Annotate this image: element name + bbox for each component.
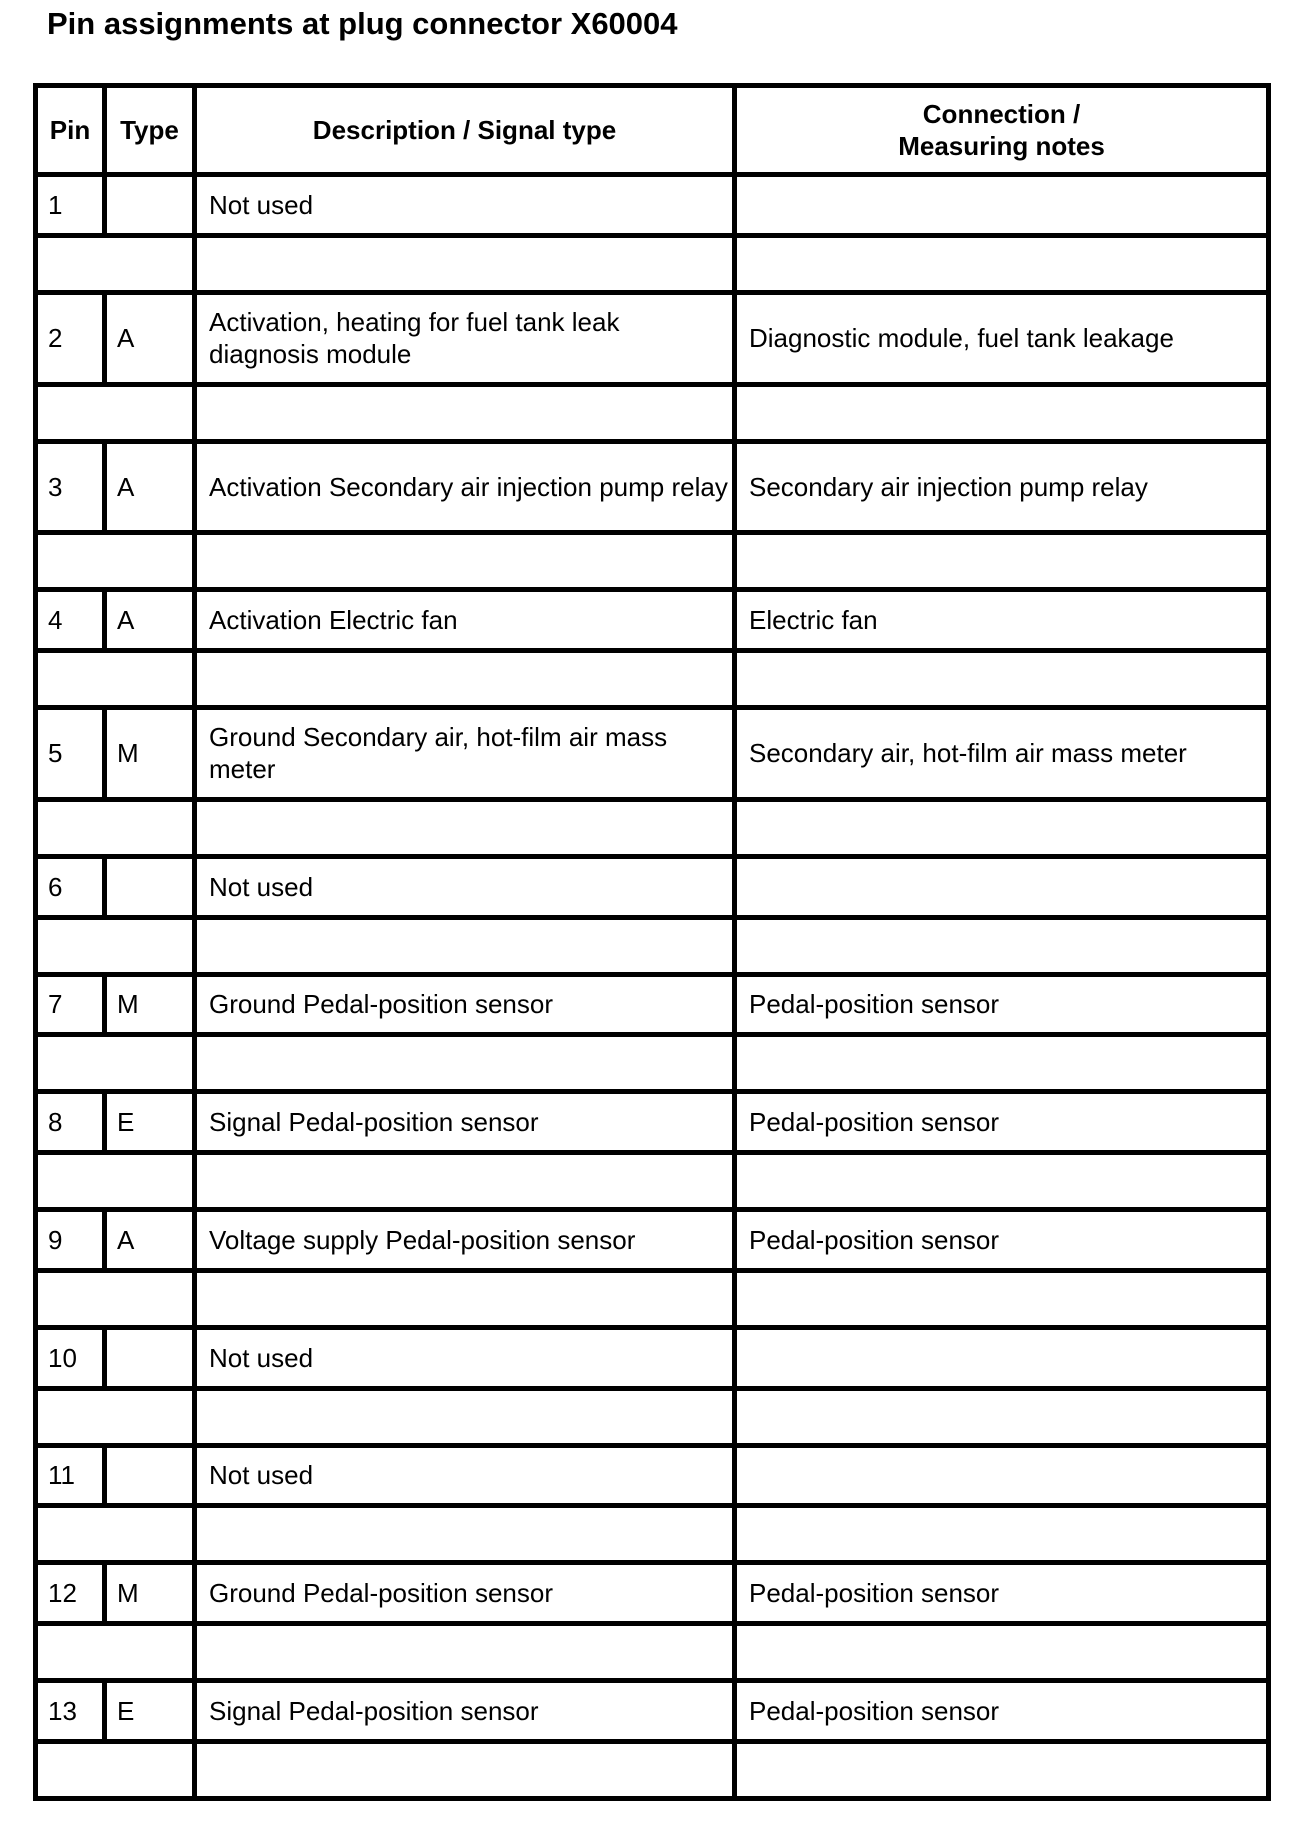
spacer-cell (735, 1741, 1269, 1798)
cell-connection: Pedal-position sensor (735, 1681, 1269, 1742)
spacer-cell (195, 1153, 735, 1210)
spacer-cell (195, 799, 735, 856)
header-pin: Pin (36, 86, 105, 175)
cell-pin: 11 (36, 1445, 105, 1506)
cell-description: Not used (195, 175, 735, 236)
cell-connection (735, 175, 1269, 236)
spacer-cell (735, 1035, 1269, 1092)
cell-connection (735, 1445, 1269, 1506)
spacer-cell (36, 384, 195, 441)
cell-connection: Pedal-position sensor (735, 1092, 1269, 1153)
cell-description: Ground Secondary air, hot-film air mass meter (195, 708, 735, 800)
spacer-row (36, 533, 1269, 590)
table-row (36, 590, 1269, 651)
cell-pin: 10 (36, 1327, 105, 1388)
table-row (36, 974, 1269, 1035)
cell-connection (735, 1327, 1269, 1388)
cell-description: Ground Pedal-position sensor (195, 1563, 735, 1624)
table-row (36, 1092, 1269, 1153)
spacer-cell (36, 1270, 195, 1327)
header-connection-line1: Connection / (922, 99, 1081, 129)
spacer-cell (36, 917, 195, 974)
spacer-cell (195, 1388, 735, 1445)
spacer-cell (195, 651, 735, 708)
spacer-cell (195, 235, 735, 292)
spacer-cell (36, 1741, 195, 1798)
cell-description: Signal Pedal-position sensor (195, 1092, 735, 1153)
cell-description: Activation, heating for fuel tank leak diagnosis module (195, 292, 735, 384)
cell-pin: 3 (36, 441, 105, 533)
spacer-row (36, 1624, 1269, 1681)
cell-type: M (105, 974, 195, 1035)
spacer-cell (36, 1035, 195, 1092)
spacer-cell (735, 384, 1269, 441)
cell-description: Voltage supply Pedal-position sensor (195, 1210, 735, 1271)
spacer-cell (195, 1506, 735, 1563)
spacer-cell (36, 1388, 195, 1445)
cell-pin: 9 (36, 1210, 105, 1271)
cell-description: Signal Pedal-position sensor (195, 1681, 735, 1742)
cell-type (105, 175, 195, 236)
header-type: Type (105, 86, 195, 175)
cell-connection: Electric fan (735, 590, 1269, 651)
spacer-cell (735, 799, 1269, 856)
cell-pin: 2 (36, 292, 105, 384)
spacer-row (36, 1388, 1269, 1445)
table-row (36, 1210, 1269, 1271)
cell-pin: 4 (36, 590, 105, 651)
cell-type: E (105, 1092, 195, 1153)
cell-pin: 5 (36, 708, 105, 800)
cell-connection (735, 856, 1269, 917)
page-title: Pin assignments at plug connector X60004 (47, 6, 678, 41)
cell-type: M (105, 1563, 195, 1624)
spacer-row (36, 1035, 1269, 1092)
cell-type: A (105, 292, 195, 384)
spacer-cell (735, 1624, 1269, 1681)
cell-connection: Secondary air injection pump relay (735, 441, 1269, 533)
spacer-cell (36, 651, 195, 708)
header-connection (735, 86, 1269, 175)
table-row (36, 292, 1269, 384)
table-row (36, 708, 1269, 800)
cell-description: Activation Electric fan (195, 590, 735, 651)
table-row (36, 1681, 1269, 1742)
table-row (36, 1327, 1269, 1388)
cell-type: M (105, 708, 195, 800)
cell-pin: 13 (36, 1681, 105, 1742)
spacer-cell (195, 1741, 735, 1798)
spacer-cell (735, 1506, 1269, 1563)
spacer-cell (735, 235, 1269, 292)
spacer-cell (195, 1624, 735, 1681)
spacer-row (36, 384, 1269, 441)
cell-pin: 7 (36, 974, 105, 1035)
spacer-cell (195, 533, 735, 590)
spacer-row (36, 1506, 1269, 1563)
spacer-row (36, 917, 1269, 974)
table-row (36, 1563, 1269, 1624)
cell-pin: 8 (36, 1092, 105, 1153)
cell-pin: 6 (36, 856, 105, 917)
cell-description: Not used (195, 856, 735, 917)
spacer-cell (735, 533, 1269, 590)
cell-connection: Diagnostic module, fuel tank leakage (735, 292, 1269, 384)
spacer-cell (195, 1270, 735, 1327)
header-description: Description / Signal type (195, 86, 735, 175)
spacer-cell (36, 235, 195, 292)
cell-connection: Pedal-position sensor (735, 1563, 1269, 1624)
spacer-cell (735, 1270, 1269, 1327)
cell-type (105, 1445, 195, 1506)
cell-description: Not used (195, 1445, 735, 1506)
spacer-cell (36, 799, 195, 856)
spacer-cell (36, 533, 195, 590)
spacer-cell (735, 1153, 1269, 1210)
pin-assignment-table (33, 83, 1271, 1801)
spacer-row (36, 1153, 1269, 1210)
spacer-cell (195, 1035, 735, 1092)
cell-type: A (105, 590, 195, 651)
cell-connection: Pedal-position sensor (735, 974, 1269, 1035)
spacer-row (36, 1270, 1269, 1327)
table-header-row (36, 86, 1269, 175)
spacer-row (36, 651, 1269, 708)
table-row (36, 175, 1269, 236)
spacer-cell (195, 384, 735, 441)
spacer-row (36, 235, 1269, 292)
cell-pin: 1 (36, 175, 105, 236)
cell-type: E (105, 1681, 195, 1742)
cell-connection: Pedal-position sensor (735, 1210, 1269, 1271)
header-connection-line2: Measuring notes (898, 131, 1105, 161)
spacer-cell (735, 1388, 1269, 1445)
table-row (36, 441, 1269, 533)
cell-type (105, 1327, 195, 1388)
spacer-row (36, 799, 1269, 856)
cell-type (105, 856, 195, 917)
spacer-cell (36, 1153, 195, 1210)
cell-description: Not used (195, 1327, 735, 1388)
cell-description: Activation Secondary air injection pump relay (195, 441, 735, 533)
spacer-cell (735, 651, 1269, 708)
table-row (36, 1445, 1269, 1506)
cell-type: A (105, 441, 195, 533)
spacer-cell (36, 1506, 195, 1563)
cell-type: A (105, 1210, 195, 1271)
cell-connection: Secondary air, hot-film air mass meter (735, 708, 1269, 800)
spacer-cell (36, 1624, 195, 1681)
spacer-row (36, 1741, 1269, 1798)
cell-pin: 12 (36, 1563, 105, 1624)
cell-description: Ground Pedal-position sensor (195, 974, 735, 1035)
spacer-cell (195, 917, 735, 974)
table-row (36, 856, 1269, 917)
spacer-cell (735, 917, 1269, 974)
